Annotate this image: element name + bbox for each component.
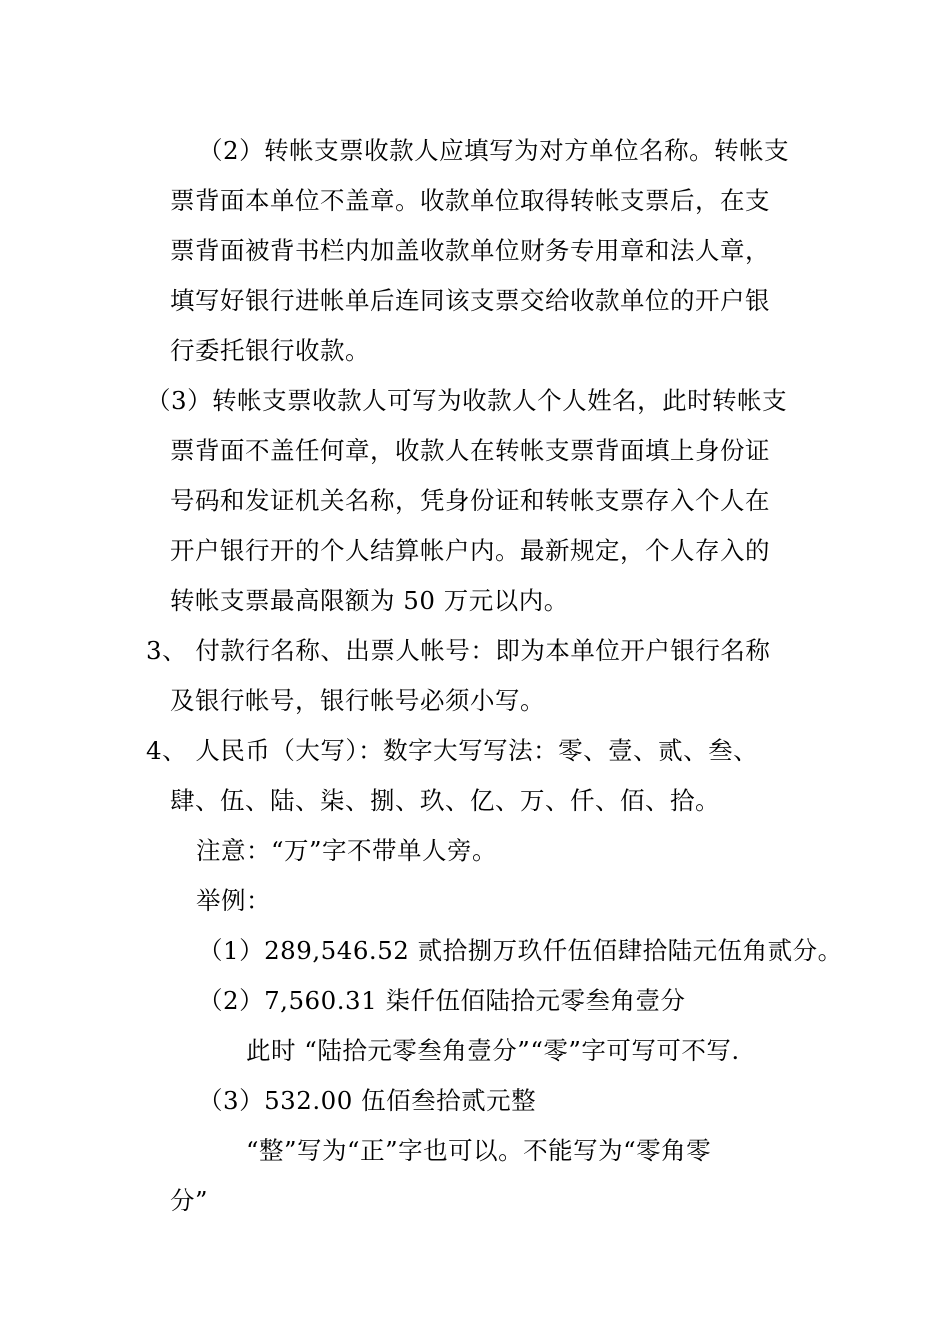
example-3: （3）532.00 伍佰叁拾贰元整 [198, 1086, 537, 1115]
example-2-note: 此时 “陆拾元零叁角壹分”“零”字可写可不写. [246, 1036, 740, 1065]
paragraph-2-line-5: 行委托银行收款。 [170, 336, 370, 365]
item-4-line-2: 肆、伍、陆、柒、捌、玖、亿、万、仟、佰、拾。 [170, 786, 720, 815]
paragraph-2-line-4: 填写好银行进帐单后连同该支票交给收款单位的开户银 [170, 286, 770, 315]
item-3-line-2: 及银行帐号，银行帐号必须小写。 [170, 686, 545, 715]
paragraph-2-line-2: 票背面本单位不盖章。收款单位取得转帐支票后，在支 [170, 186, 770, 215]
paragraph-2-line-1: （2）转帐支票收款人应填写为对方单位名称。转帐支 [198, 136, 790, 165]
example-heading: 举例： [196, 886, 271, 915]
paragraph-3-line-2: 票背面不盖任何章，收款人在转帐支票背面填上身份证 [170, 436, 770, 465]
paragraph-3-line-1: （3）转帐支票收款人可写为收款人个人姓名，此时转帐支 [146, 386, 788, 415]
example-2: （2）7,560.31 柒仟伍佰陆拾元零叁角壹分 [198, 986, 686, 1015]
paragraph-3-line-3: 号码和发证机关名称，凭身份证和转帐支票存入个人在 [170, 486, 770, 515]
paragraph-3-line-5: 转帐支票最高限额为 50 万元以内。 [170, 586, 569, 615]
example-1: （1）289,546.52 贰拾捌万玖仟伍佰肆拾陆元伍角贰分。 [198, 936, 843, 965]
example-3-note-line-2: 分” [170, 1186, 209, 1215]
note-line: 注意：“万”字不带单人旁。 [196, 836, 498, 865]
example-3-note-line-1: “整”写为“正”字也可以。不能写为“零角零 [246, 1136, 712, 1165]
paragraph-2-line-3: 票背面被背书栏内加盖收款单位财务专用章和法人章， [170, 236, 770, 265]
item-4-line-1: 4、 人民币（大写）：数字大写写法：零、壹、贰、叁、 [146, 736, 759, 765]
item-3-line-1: 3、 付款行名称、出票人帐号：即为本单位开户银行名称 [146, 636, 771, 665]
paragraph-3-line-4: 开户银行开的个人结算帐户内。最新规定，个人存入的 [170, 536, 770, 565]
